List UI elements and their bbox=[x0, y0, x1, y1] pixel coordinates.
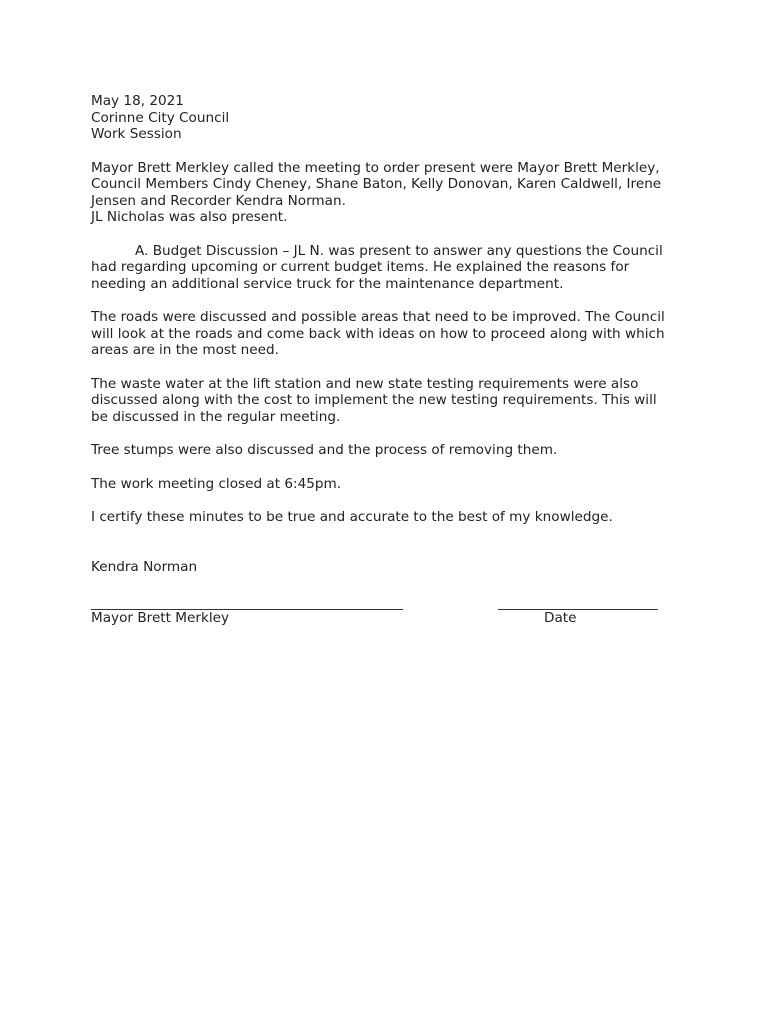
mayor-signature-label: Mayor Brett Merkley bbox=[91, 610, 230, 626]
paragraph-line: had regarding upcoming or current budget items. He explained the reasons for bbox=[91, 259, 630, 275]
signature-row bbox=[91, 593, 691, 627]
date-signature-label: Date bbox=[544, 610, 577, 626]
paragraph-line: A. Budget Discussion – JL N. was present to answer any questions the Council bbox=[135, 242, 663, 259]
recorder-name-block bbox=[91, 559, 691, 576]
budget-discussion-paragraph bbox=[91, 243, 691, 293]
spacer bbox=[91, 459, 691, 476]
paragraph-line: will look at the roads and come back with ideas on how to proceed along with which bbox=[91, 325, 665, 342]
paragraph-line: JL Nicholas was also present. bbox=[91, 209, 288, 225]
header-block bbox=[91, 93, 691, 143]
spacer bbox=[91, 526, 691, 559]
paragraph-line: The work meeting closed at 6:45pm. bbox=[91, 475, 342, 492]
session-type: Work Session bbox=[91, 126, 182, 142]
spacer bbox=[91, 359, 691, 376]
paragraph-line: be discussed in the regular meeting. bbox=[91, 408, 341, 425]
tree-stumps-paragraph bbox=[91, 442, 691, 459]
attendance-paragraph bbox=[91, 160, 691, 226]
spacer bbox=[91, 425, 691, 442]
paragraph-line: I certify these minutes to be true and accurate to the best of my knowledge. bbox=[91, 509, 613, 525]
paragraph-line: Council Members Cindy Cheney, Shane Baton, Kelly Donovan, Karen Caldwell, Irene bbox=[91, 176, 662, 192]
paragraph-line: Tree stumps were also discussed and the process of removing them. bbox=[91, 442, 558, 458]
paragraph-line: Jensen and Recorder Kendra Norman. bbox=[91, 192, 346, 209]
spacer bbox=[91, 226, 691, 243]
closing-paragraph bbox=[91, 476, 691, 493]
meeting-date: May 18, 2021 bbox=[91, 93, 184, 109]
date-signature-line bbox=[498, 593, 658, 610]
spacer bbox=[91, 143, 691, 160]
paragraph-line: The waste water at the lift station and new state testing requirements were also bbox=[91, 375, 639, 392]
recorder-name: Kendra Norman bbox=[91, 558, 198, 575]
paragraph-line: Mayor Brett Merkley called the meeting to order present were Mayor Brett Merkley, bbox=[91, 159, 660, 176]
wastewater-paragraph bbox=[91, 376, 691, 426]
paragraph-line: discussed along with the cost to implement the new testing requirements. This will bbox=[91, 392, 657, 408]
spacer bbox=[91, 292, 691, 309]
mayor-signature-line bbox=[91, 593, 403, 610]
certification-paragraph bbox=[91, 509, 691, 526]
organization-name: Corinne City Council bbox=[91, 109, 230, 126]
paragraph-line: areas are in the most need. bbox=[91, 342, 279, 358]
paragraph-line: The roads were discussed and possible areas that need to be improved. The Council bbox=[91, 309, 665, 325]
roads-paragraph bbox=[91, 309, 691, 359]
minutes-document bbox=[91, 93, 691, 627]
paragraph-line: needing an additional service truck for the maintenance department. bbox=[91, 275, 564, 292]
spacer bbox=[91, 492, 691, 509]
